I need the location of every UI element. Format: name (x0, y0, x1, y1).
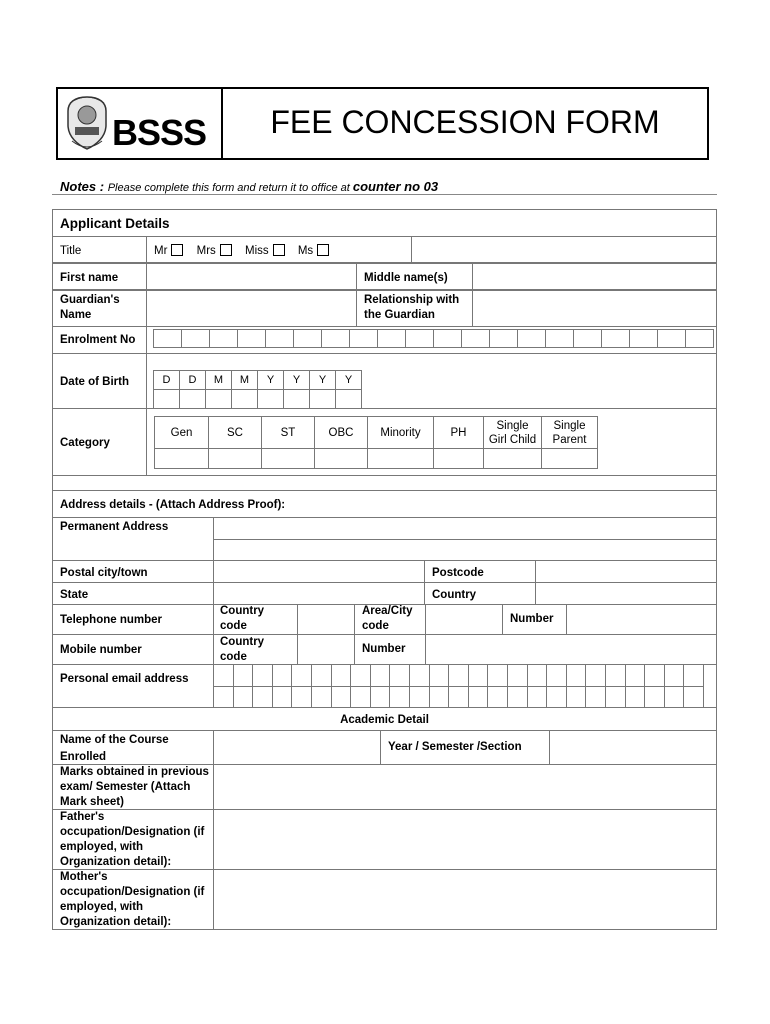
email-char-box-row1[interactable] (448, 664, 469, 687)
email-char-box-row1[interactable] (644, 664, 665, 687)
enrolment-digit-box[interactable] (657, 329, 686, 348)
course-field[interactable] (213, 730, 381, 765)
mob-number-label: Number (362, 643, 406, 655)
year-field[interactable] (549, 730, 717, 765)
dob-format-label: M (231, 370, 258, 390)
category-checkbox[interactable] (261, 448, 315, 469)
enrolment-digit-box[interactable] (685, 329, 714, 348)
email-char-box-row2[interactable] (585, 686, 606, 708)
area-code-label: Area/City code (362, 605, 413, 632)
category-option-label: SC (208, 416, 262, 449)
city-field[interactable] (213, 560, 425, 583)
title-option-mr: Mr (154, 245, 168, 257)
notes: Notes : Please complete this form and return it to office at counter no 03 (60, 179, 439, 194)
dob-digit-box[interactable] (283, 389, 310, 409)
email-char-box-row2[interactable] (252, 686, 273, 708)
country-field[interactable] (535, 582, 717, 605)
dob-digit-box[interactable] (335, 389, 362, 409)
email-char-box-row2[interactable] (683, 686, 704, 708)
telephone-label: Telephone number (60, 614, 163, 626)
email-char-box-row1[interactable] (683, 664, 704, 687)
dob-digit-box[interactable] (205, 389, 232, 409)
course-label: Name of the Course Enrolled (60, 734, 169, 763)
permanent-address-line1[interactable] (213, 517, 717, 540)
enrolment-digit-box[interactable] (405, 329, 434, 348)
tel-country-code-label: Country code (220, 605, 265, 632)
dob-digit-box[interactable] (257, 389, 284, 409)
email-char-box-row2[interactable] (487, 686, 508, 708)
email-char-box-row1[interactable] (487, 664, 508, 687)
enrolment-digit-box[interactable] (377, 329, 406, 348)
email-char-box-row2[interactable] (566, 686, 587, 708)
category-option-label: OBC (314, 416, 368, 449)
enrolment-digit-box[interactable] (293, 329, 322, 348)
category-checkbox[interactable] (208, 448, 262, 469)
email-char-box-row2[interactable] (213, 686, 234, 708)
tel-country-code-field[interactable] (297, 604, 355, 635)
email-char-box-row2[interactable] (233, 686, 254, 708)
email-char-box-row2[interactable] (370, 686, 391, 708)
mob-country-code-label: Country code (220, 636, 265, 663)
enrolment-digit-box[interactable] (461, 329, 490, 348)
email-char-box-row2[interactable] (311, 686, 332, 708)
title-label: Title (60, 245, 82, 257)
category-option-label: PH (433, 416, 484, 449)
email-char-box-row2[interactable] (625, 686, 646, 708)
enrolment-digit-box[interactable] (545, 329, 574, 348)
email-char-box-row1[interactable] (389, 664, 410, 687)
academic-section-title: Academic Detail (340, 714, 429, 726)
dob-digit-box[interactable] (179, 389, 206, 409)
email-char-box-row1[interactable] (605, 664, 626, 687)
email-char-box-row1[interactable] (664, 664, 685, 687)
enrolment-digit-box[interactable] (517, 329, 546, 348)
email-char-box-row1[interactable] (468, 664, 489, 687)
email-char-box-row1[interactable] (233, 664, 254, 687)
email-char-box-row2[interactable] (331, 686, 352, 708)
address-section-title: Address details - (Attach Address Proof): (60, 499, 286, 511)
email-char-box-row1[interactable] (585, 664, 606, 687)
title-option-mrs: Mrs (196, 245, 216, 257)
email-char-box-row1[interactable] (429, 664, 450, 687)
category-checkbox[interactable] (541, 448, 598, 469)
email-label: Personal email address (60, 673, 189, 685)
guardian-name-field[interactable] (146, 290, 357, 327)
mother-field[interactable] (213, 869, 717, 930)
year-label: Year / Semester /Section (388, 741, 522, 753)
state-field[interactable] (213, 582, 425, 605)
area-code-field[interactable] (425, 604, 503, 635)
enrolment-digit-box[interactable] (629, 329, 658, 348)
category-option-label: Minority (367, 416, 434, 449)
father-label: Father's occupation/Designation (if employed, with Organization detail): (60, 811, 205, 868)
title-options (154, 244, 339, 259)
enrolment-digit-box[interactable] (573, 329, 602, 348)
email-char-box-row1[interactable] (546, 664, 567, 687)
mr-checkbox[interactable] (171, 244, 183, 256)
title-blank-cell (411, 236, 717, 263)
dob-digit-box[interactable] (153, 389, 180, 409)
middle-name-label: Middle name(s) (364, 272, 448, 284)
category-option-label: ST (261, 416, 315, 449)
email-char-box-row2[interactable] (546, 686, 567, 708)
email-char-box-row2[interactable] (644, 686, 665, 708)
category-checkbox[interactable] (433, 448, 484, 469)
category-label: Category (60, 437, 110, 449)
ms-checkbox[interactable] (317, 244, 329, 256)
email-char-box-row1[interactable] (291, 664, 312, 687)
marks-label: Marks obtained in previous exam/ Semester (Attach Mark sheet) (60, 766, 209, 808)
email-char-box-row1[interactable] (272, 664, 293, 687)
permanent-address-label: Permanent Address (60, 521, 169, 533)
enrolment-digit-box[interactable] (181, 329, 210, 348)
postcode-label: Postcode (432, 567, 484, 579)
enrolment-digit-box[interactable] (209, 329, 238, 348)
applicant-section-title: Applicant Details (60, 216, 170, 231)
marks-field[interactable] (213, 764, 717, 810)
category-checkbox[interactable] (367, 448, 434, 469)
email-char-box-row1[interactable] (409, 664, 430, 687)
enrolment-digit-box[interactable] (433, 329, 462, 348)
enrolment-digit-box[interactable] (153, 329, 182, 348)
dob-label: Date of Birth (60, 376, 129, 388)
father-field[interactable] (213, 809, 717, 870)
mother-label: Mother's occupation/Designation (if employed, with Organization detail): (60, 871, 205, 928)
category-checkbox[interactable] (483, 448, 542, 469)
enrolment-digit-box[interactable] (265, 329, 294, 348)
email-char-box-row2[interactable] (468, 686, 489, 708)
email-char-box-row1[interactable] (370, 664, 391, 687)
email-char-box-row1[interactable] (213, 664, 234, 687)
dob-format-label: Y (257, 370, 284, 390)
notes-text: Please complete this form and return it to office at (107, 182, 353, 194)
dob-format-label: D (153, 370, 180, 390)
enrolment-digit-box[interactable] (349, 329, 378, 348)
permanent-address-line2[interactable] (213, 539, 717, 561)
divider (52, 194, 717, 195)
dob-digit-box[interactable] (231, 389, 258, 409)
category-checkbox[interactable] (314, 448, 368, 469)
email-char-box-row1[interactable] (566, 664, 587, 687)
email-char-box-row1[interactable] (527, 664, 548, 687)
form-title: FEE CONCESSION FORM (270, 104, 660, 140)
category-option-label: Single Girl Child (483, 416, 542, 449)
postcode-field[interactable] (535, 560, 717, 583)
relationship-label: Relationship with the Guardian (364, 294, 460, 321)
email-char-box-row2[interactable] (429, 686, 450, 708)
org-name: BSSS (112, 112, 207, 153)
email-char-box-row2[interactable] (605, 686, 626, 708)
dob-format-label: D (179, 370, 206, 390)
relationship-field[interactable] (472, 290, 717, 327)
state-label: State (60, 589, 89, 601)
email-char-box-row1[interactable] (311, 664, 332, 687)
tel-number-label: Number (510, 613, 554, 625)
school-crest-icon (64, 93, 110, 153)
email-char-box-row2[interactable] (527, 686, 548, 708)
email-char-box-row2[interactable] (448, 686, 469, 708)
city-label: Postal city/town (60, 567, 148, 579)
country-label: Country (432, 589, 477, 601)
dob-format-label: Y (283, 370, 310, 390)
guardian-label: Guardian's Name (60, 294, 120, 321)
dob-digit-box[interactable] (309, 389, 336, 409)
email-char-box-row2[interactable] (409, 686, 430, 708)
enrolment-label: Enrolment No (60, 334, 136, 346)
dob-format-label: Y (335, 370, 362, 390)
title-option-ms: Ms (297, 245, 314, 257)
title-option-miss: Miss (245, 245, 269, 257)
category-checkbox[interactable] (154, 448, 209, 469)
email-char-box-row2[interactable] (664, 686, 685, 708)
email-char-box-row2[interactable] (350, 686, 371, 708)
first-name-field[interactable] (146, 263, 357, 290)
email-char-box-row2[interactable] (389, 686, 410, 708)
mrs-checkbox[interactable] (220, 244, 232, 256)
enrolment-digit-box[interactable] (601, 329, 630, 348)
middle-name-field[interactable] (472, 263, 717, 290)
email-char-box-row2[interactable] (272, 686, 293, 708)
mob-number-field[interactable] (425, 634, 717, 665)
email-char-box-row2[interactable] (291, 686, 312, 708)
email-char-box-row1[interactable] (625, 664, 646, 687)
email-char-box-row1[interactable] (331, 664, 352, 687)
mob-country-code-field[interactable] (297, 634, 355, 665)
email-char-box-row1[interactable] (350, 664, 371, 687)
tel-number-field[interactable] (566, 604, 717, 635)
email-char-box-row1[interactable] (252, 664, 273, 687)
dob-format-label: M (205, 370, 232, 390)
notes-label: Notes (60, 179, 97, 194)
first-name-label: First name (60, 272, 119, 284)
enrolment-digit-box[interactable] (237, 329, 266, 348)
enrolment-digit-box[interactable] (489, 329, 518, 348)
email-char-box-row2[interactable] (507, 686, 528, 708)
category-option-label: Single Parent (541, 416, 598, 449)
dob-format-label: Y (309, 370, 336, 390)
mobile-label: Mobile number (60, 644, 142, 656)
enrolment-digit-box[interactable] (321, 329, 350, 348)
category-option-label: Gen (154, 416, 209, 449)
spacer-row (52, 475, 717, 491)
miss-checkbox[interactable] (273, 244, 285, 256)
email-char-box-row1[interactable] (507, 664, 528, 687)
notes-counter: counter no 03 (352, 179, 439, 194)
